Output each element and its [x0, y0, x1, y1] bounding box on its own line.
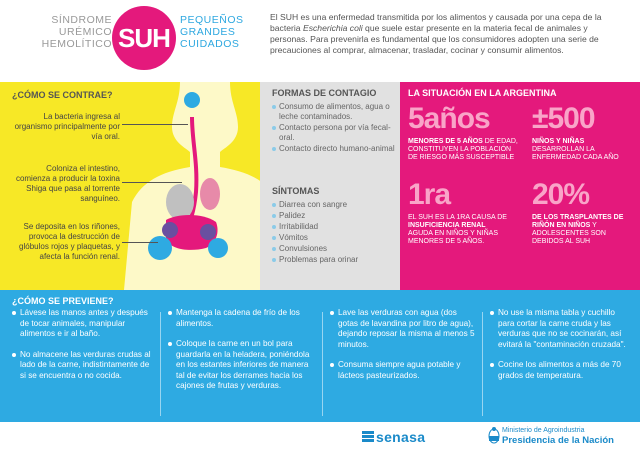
tagline	[180, 14, 244, 50]
stat-caption	[408, 214, 508, 246]
intro-part: que suele estar presente en la materia fecal de animales y personas. Para prevenirla es fundamental que los consumidores adopten una serie de precauciones al comprar, almacenar, trasladar, cocinar y consumir alimentos.	[270, 23, 599, 55]
stat-bold: DE LOS TRASPLANTES DE RIÑÓN EN NIÑOS	[532, 214, 624, 229]
argentina-panel	[400, 82, 640, 290]
tagline-line: GRANDES	[180, 26, 236, 38]
presidencia-label: Presidencia de la Nación	[502, 435, 614, 446]
stat-pre: EL SUH ES LA 1RA CAUSA DE	[408, 214, 507, 221]
list-item: Diarrea con sangre	[272, 200, 397, 210]
stat-value: 5años	[408, 102, 490, 135]
list-item: Palidez	[272, 211, 397, 221]
contrae-note: Coloniza el intestino, comienza a producir la toxina Shiga que pasa al torrente sanguíneo.	[15, 164, 120, 203]
contagio-list	[272, 102, 397, 155]
stat-value: ±500	[532, 102, 595, 135]
argentina-title	[408, 88, 557, 98]
body-silhouette-icon	[120, 82, 280, 290]
header	[0, 0, 640, 78]
stat-rest: AGUDA EN NIÑOS Y NIÑAS MENORES DE 5 AÑOS.	[408, 230, 498, 245]
contrae-note: Se deposita en los riñones, provoca la destrucción de glóbulos rojos y plaquetas, y afecta la función renal.	[19, 222, 120, 261]
leader-line	[122, 182, 182, 183]
stat-rest: Y ADOLESCENTES SON DEBIDOS AL SUH	[532, 222, 606, 245]
list-item: Problemas para orinar	[272, 255, 397, 265]
footer	[0, 422, 640, 450]
stat-value: 1ra	[408, 178, 451, 211]
tip: Coloque la carne en un bol para guardarla en la heladera, poniéndola en los estantes inferiores de manera tal de evitar los derrames hacia los cajones de frutas y verduras.	[168, 339, 316, 392]
ministerio-label: Ministerio de Agroindustria	[502, 427, 585, 434]
tagline-line: CUIDADOS	[180, 38, 240, 50]
contrae-note: La bacteria ingresa al organismo principalmente por vía oral.	[14, 112, 120, 141]
leader-line	[122, 242, 158, 243]
list-item: Convulsiones	[272, 244, 397, 254]
tip: Cocine los alimentos a más de 70 grados de temperatura.	[490, 360, 632, 381]
contrae-panel	[0, 82, 260, 290]
stat-caption	[532, 214, 636, 246]
stat-rest: DE EDAD, CONSTITUYEN LA POBLACIÓN DE RIESGO MÁS SUSCEPTIBLE	[408, 138, 518, 161]
divider	[482, 312, 483, 416]
stat-value: 20%	[532, 178, 590, 211]
escudo-icon	[488, 426, 500, 444]
subtitle-line: HEMOLÍTICO	[41, 38, 112, 50]
tip: Mantenga la cadena de frío de los alimentos.	[168, 308, 316, 329]
stat-bold: NIÑOS Y NIÑAS	[532, 138, 585, 145]
previene-column	[490, 308, 632, 391]
contagio-panel	[260, 82, 400, 290]
list-item: Irritabilidad	[272, 222, 397, 232]
previene-column	[12, 308, 154, 391]
tip: No almacene las verduras crudas al lado de la carne, indistintamente de si se encuentra o no cocida.	[12, 350, 154, 382]
senasa-logo: senasa	[376, 429, 426, 445]
stat-caption	[408, 138, 520, 162]
senasa-logo-icon	[362, 431, 374, 442]
title-part: EN LA ARGENTINA	[474, 88, 557, 98]
divider	[160, 312, 161, 416]
suh-logo: SUH	[112, 6, 176, 70]
tip: No use la misma tabla y cuchillo para cortar la carne cruda y las verduras que no se cocinarán, así evitará la "contaminación cruzada".	[490, 308, 632, 350]
divider	[322, 312, 323, 416]
contrae-title: ¿CÓMO SE CONTRAE?	[12, 90, 113, 100]
title-part: LA SITUACIÓN	[408, 88, 472, 98]
subtitle	[22, 14, 112, 50]
tagline-line: PEQUEÑOS	[180, 14, 244, 26]
intro-italic: Escherichia coli	[302, 23, 363, 33]
contagio-title: FORMAS DE CONTAGIO	[272, 88, 377, 98]
previene-title: ¿CÓMO SE PREVIENE?	[12, 296, 114, 306]
subtitle-line: SÍNDROME	[51, 14, 112, 26]
stat-caption	[532, 138, 632, 162]
sintomas-title: SÍNTOMAS	[272, 186, 320, 196]
stat-rest: DESARROLLAN LA ENFERMEDAD CADA AÑO	[532, 146, 619, 161]
intro-text	[270, 12, 625, 56]
list-item: Consumo de alimentos, agua o leche contaminados.	[272, 102, 397, 122]
list-item: Vómitos	[272, 233, 397, 243]
tip: Lávese las manos antes y después de tocar animales, manipular alimentos e ir al baño.	[12, 308, 154, 340]
tip: Consuma siempre agua potable y lácteos pasteurizados.	[330, 360, 476, 381]
previene-panel	[0, 290, 640, 422]
previene-column	[168, 308, 316, 402]
list-item: Contacto persona por vía fecal-oral.	[272, 123, 397, 143]
leader-line	[122, 124, 188, 125]
previene-column	[330, 308, 476, 391]
list-item: Contacto directo humano-animal	[272, 144, 397, 154]
stat-bold: INSUFICIENCIA RENAL	[408, 222, 486, 229]
sintomas-list	[272, 200, 397, 266]
subtitle-line: URÉMICO	[58, 26, 112, 38]
intro-part: El SUH es una enfermedad transmitida por los alimentos y causada por una cepa de la bacteria	[270, 12, 602, 33]
tip: Lave las verduras con agua (dos gotas de lavandina por litro de agua), dejando reposar la misma al menos 5 minutos.	[330, 308, 476, 350]
stat-bold: MENORES DE 5 AÑOS	[408, 138, 483, 145]
